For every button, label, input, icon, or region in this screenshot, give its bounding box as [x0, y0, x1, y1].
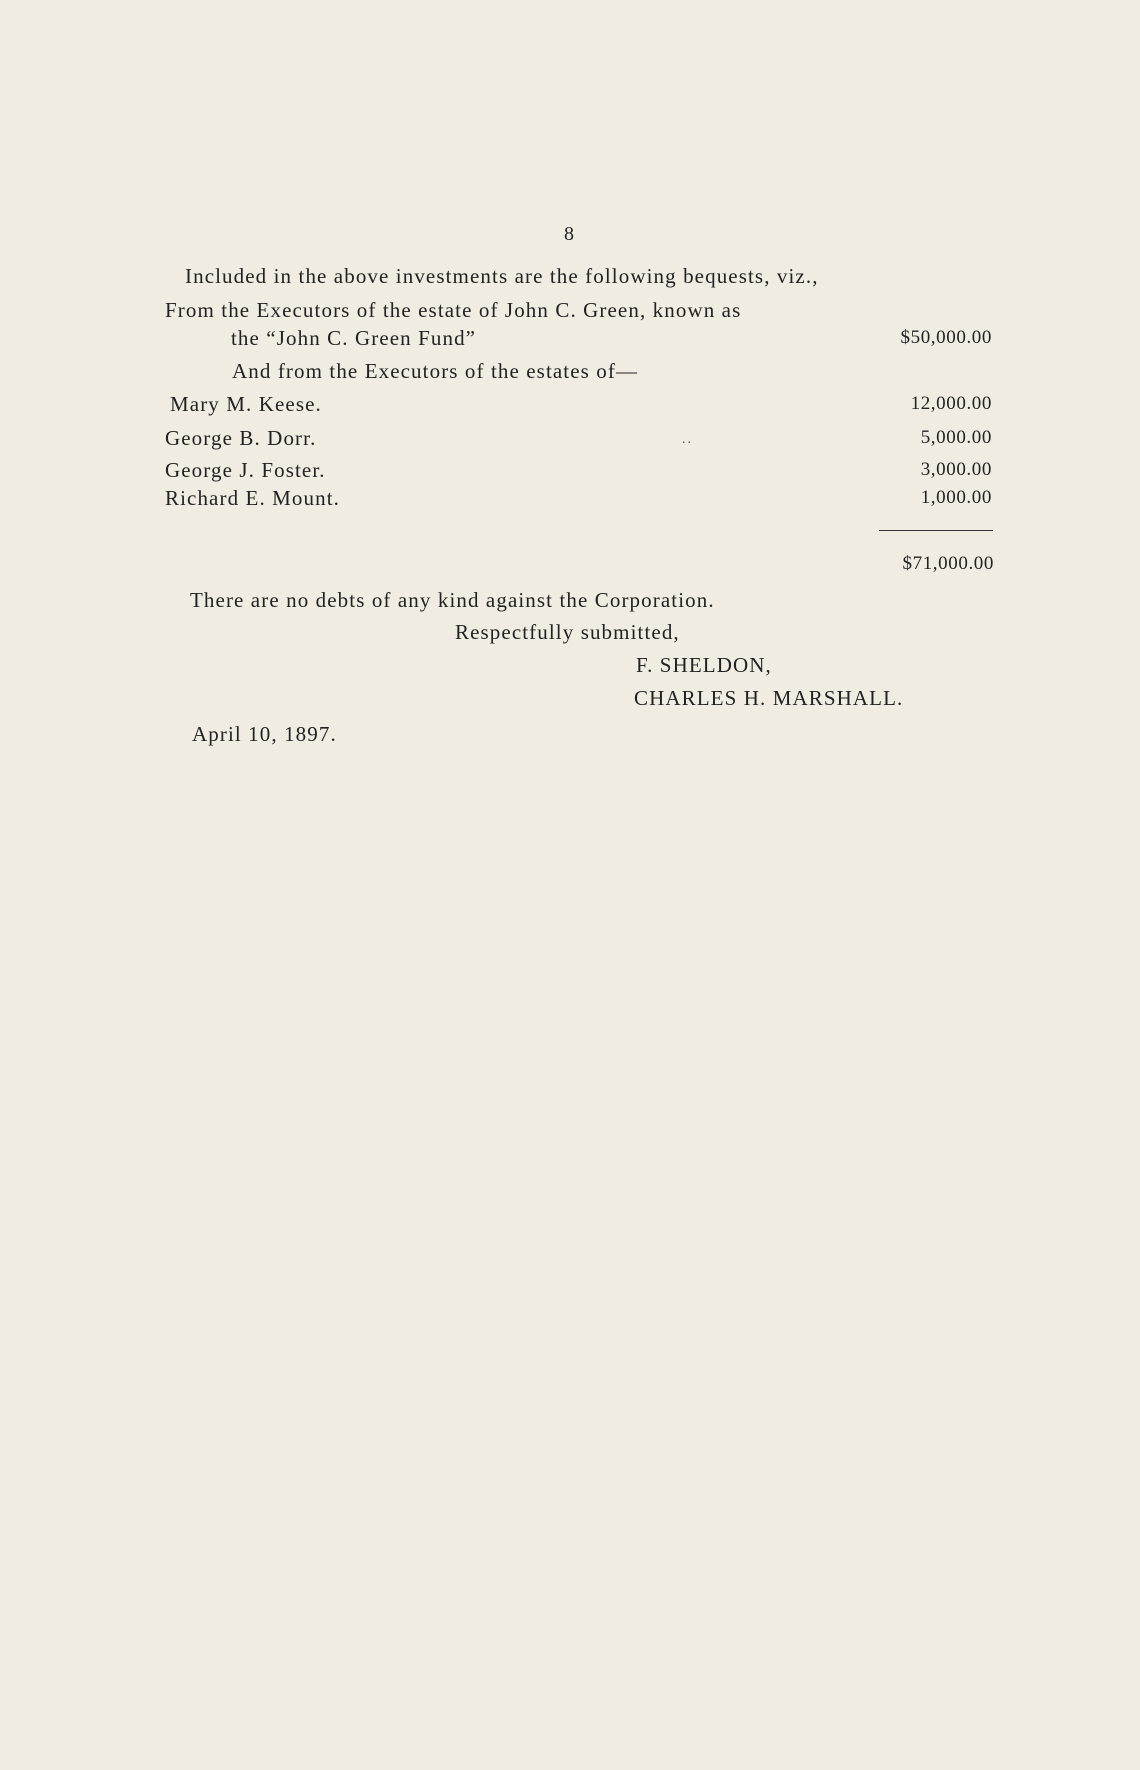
page-number: 8 — [564, 223, 576, 245]
bequest-amount: 1,000.00 — [920, 487, 992, 508]
date: April 10, 1897. — [192, 722, 337, 746]
green-fund-line-2: the “John C. Green Fund” — [231, 326, 477, 350]
bequest-name: Mary M. Keese. — [170, 392, 322, 416]
signatory: F. SHELDON, — [636, 653, 772, 677]
signatory: CHARLES H. MARSHALL. — [634, 686, 904, 710]
leader-dots: .. — [682, 432, 693, 447]
total-amount: $71,000.00 — [902, 553, 994, 574]
bequest-name: Richard E. Mount. — [165, 486, 341, 510]
closing: Respectfully submitted, — [455, 620, 680, 644]
green-fund-amount: $50,000.00 — [900, 327, 992, 348]
bequest-amount: 5,000.00 — [920, 427, 992, 448]
total-rule — [879, 530, 993, 531]
bequest-name: George B. Dorr. — [165, 426, 317, 450]
bequest-amount: 3,000.00 — [920, 459, 992, 480]
debts-statement: There are no debts of any kind against the Corporation. — [190, 588, 715, 612]
intro-line: Included in the above investments are the following bequests, viz., — [185, 264, 819, 288]
bequest-name: George J. Foster. — [165, 458, 326, 482]
green-fund-line-1: From the Executors of the estate of John C. Green, known as — [165, 298, 742, 322]
estates-heading: And from the Executors of the estates of— — [232, 359, 639, 383]
bequest-amount: 12,000.00 — [910, 393, 992, 414]
